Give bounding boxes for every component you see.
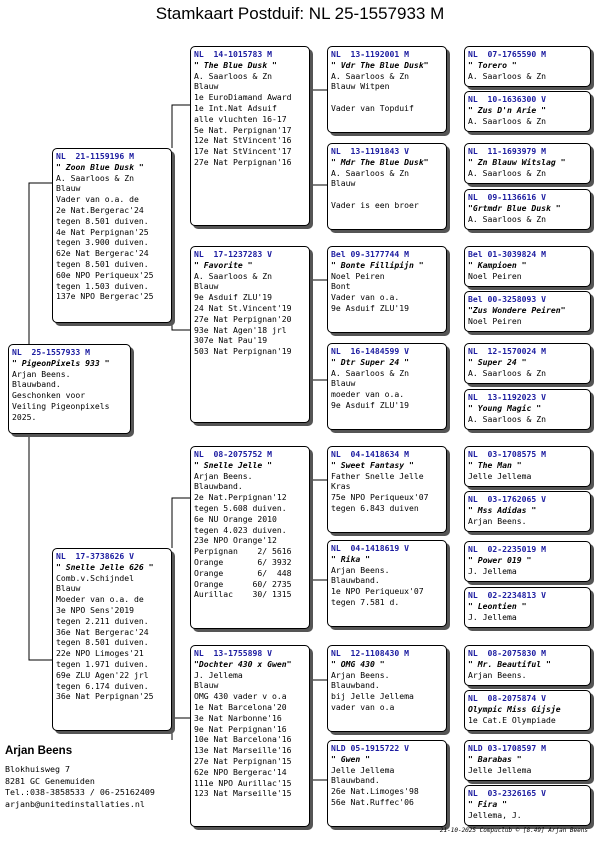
pigeon-info-line: 3e Nat Narbonne'16 xyxy=(194,712,282,723)
pigeon-info-line: Blauw xyxy=(194,81,219,92)
ring-number: NL 09-1136616 V xyxy=(468,192,546,202)
owner-email: arjanb@unitedinstallaties.nl xyxy=(5,799,145,810)
pigeon-info-line: 137e NPO Bergerac'25 xyxy=(56,291,154,302)
pigeon-card xyxy=(464,291,591,332)
pigeon-card xyxy=(464,143,591,184)
owner-name: Arjan Beens xyxy=(5,745,73,757)
pigeon-info-line: 22e NPO Limoges'21 xyxy=(56,648,144,659)
pigeon-info-line: Blauw xyxy=(331,178,356,189)
pigeon-info-line: 6e NU Orange 2010 xyxy=(194,513,277,524)
pigeon-info-line: tegen 5.608 duiven. xyxy=(194,502,287,513)
pigeon-info-line: Blauw xyxy=(56,583,81,594)
pigeon-card xyxy=(464,785,591,826)
pigeon-info-line: 75e NPO Periqueux'07 xyxy=(331,492,429,503)
pigeon-card xyxy=(327,343,447,430)
pigeon-info-line: 2e Nat.Bergerac'24 xyxy=(56,204,144,215)
ring-number: NL 04-1418619 V xyxy=(331,543,409,553)
pigeon-card xyxy=(464,541,591,582)
pigeon-name: " The Blue Dusk " xyxy=(194,59,277,70)
owner-city: 8281 GC Genemuiden xyxy=(5,775,95,786)
pigeon-info-line: 1e Cat.E Olympiade xyxy=(468,714,556,725)
pigeon-info-line: A. Saarloos & Zn xyxy=(194,70,272,81)
pigeon-info-line: 9e Asduif ZLU'19 xyxy=(331,302,409,313)
ring-number: NL 13-1192001 M xyxy=(331,49,409,59)
pigeon-info-line: Blauw xyxy=(194,680,219,691)
pigeon-info-line: 2025. xyxy=(12,411,37,422)
ring-number: Bel 09-3177744 M xyxy=(331,249,409,259)
pigeon-info-line: Blauw xyxy=(56,183,81,194)
pigeon-card xyxy=(464,389,591,430)
pigeon-card xyxy=(327,540,447,627)
pigeon-info-line: Aurillac 30/ 1315 xyxy=(194,589,292,600)
pigeon-info-line: Jelle Jellema xyxy=(468,764,532,775)
ring-number: NL 11-1693979 M xyxy=(468,146,546,156)
pigeon-info-line: 62e Nat Bergerac'24 xyxy=(56,248,149,259)
pigeon-info-line: A. Saarloos & Zn xyxy=(331,367,409,378)
pigeon-info-line: 12e Nat StVincent'16 xyxy=(194,135,292,146)
ring-number: NL 17-1237283 V xyxy=(194,249,272,259)
pigeon-info-line: 9e Asduif ZLU'19 xyxy=(331,399,409,410)
pigeon-info-line: Veiling Pigeonpixels xyxy=(12,400,110,411)
pigeon-name: " Leontien " xyxy=(468,600,527,611)
pigeon-info-line: Blauwband. xyxy=(194,481,243,492)
pigeon-info-line: 62e NPO Bergerac'14 xyxy=(194,766,287,777)
pigeon-card xyxy=(464,246,591,287)
pigeon-card xyxy=(464,740,591,781)
pigeon-info-line: Comb.v.Schijndel xyxy=(56,572,134,583)
pigeon-info-line: Jelle Jellema xyxy=(331,764,395,775)
ring-number: NL 12-1570024 M xyxy=(468,346,546,356)
ring-number: NL 13-1755898 V xyxy=(194,648,272,658)
pigeon-info-line: A. Saarloos & Zn xyxy=(468,167,546,178)
pigeon-name: " Favorite " xyxy=(194,259,253,270)
pigeon-name: "Zus Wondere Peiren" xyxy=(468,304,566,315)
pigeon-info-line: Arjan Beens. xyxy=(468,515,527,526)
pigeon-card xyxy=(327,446,447,533)
ring-number: NL 08-2075752 M xyxy=(194,449,272,459)
pigeon-info-line: Blauw xyxy=(194,281,219,292)
pigeon-info-line: 5e Nat. Perpignan'17 xyxy=(194,124,292,135)
pigeon-info-line: J. Jellema xyxy=(468,611,517,622)
pigeon-info-line: A. Saarloos & Zn xyxy=(468,115,546,126)
pigeon-info-line: A. Saarloos & Zn xyxy=(331,70,409,81)
pigeon-info-line: Perpignan 2/ 5616 xyxy=(194,546,292,557)
ring-number: NL 07-1765590 M xyxy=(468,49,546,59)
ring-number: NL 08-2075874 V xyxy=(468,693,546,703)
pigeon-card xyxy=(327,46,447,133)
page-title: Stamkaart Postduif: NL 25-1557933 M xyxy=(155,4,445,23)
pigeon-info-line: 123 Nat Marseille'15 xyxy=(194,788,292,799)
ring-number: NLD 03-1708597 M xyxy=(468,743,546,753)
pigeon-info-line: A. Saarloos & Zn xyxy=(468,413,546,424)
pigeon-info-line: tegen 8.501 duiven. xyxy=(56,637,149,648)
pigeon-info-line: 9e Nat Perpignan'16 xyxy=(194,723,287,734)
pigeon-info-line: Kras xyxy=(331,481,351,492)
pigeon-info-line: Father Snelle Jelle xyxy=(331,470,424,481)
pigeon-card xyxy=(190,46,310,226)
pigeon-info-line: Vader van o.a. de xyxy=(56,194,139,205)
pigeon-info-line: 27e Nat Perpignan'20 xyxy=(194,313,292,324)
pigeon-info-line: 1e NPO Periqueux'07 xyxy=(331,586,424,597)
pigeon-info-line: bij Jelle Jellema xyxy=(331,691,414,702)
pigeon-info-line: tegen 1.503 duiven. xyxy=(56,280,149,291)
pigeon-card xyxy=(464,189,591,230)
pigeon-card xyxy=(464,446,591,487)
pigeon-info-line: Noel Peiren xyxy=(468,315,522,326)
pigeon-info-line: 13e Nat Marseille'16 xyxy=(194,745,292,756)
pigeon-info-line: Arjan Beens. xyxy=(194,470,253,481)
pigeon-name: " OMG 430 " xyxy=(331,658,385,669)
pigeon-info-line: 24 Nat St.Vincent'19 xyxy=(194,302,292,313)
pigeon-info-line xyxy=(331,189,443,200)
pigeon-info-line: OMG 430 vader v o.a xyxy=(194,691,287,702)
pigeon-card xyxy=(464,46,591,87)
pigeon-info-line: Orange 6/ 448 xyxy=(194,567,292,578)
pigeon-name: " Super 24 " xyxy=(468,356,527,367)
pigeon-info-line: tegen 8.501 duiven. xyxy=(56,258,149,269)
ring-number: NL 17-3738626 V xyxy=(56,551,134,561)
pigeon-info-line: tegen 8.501 duiven. xyxy=(56,215,149,226)
pigeon-info-line: Orange 6/ 3932 xyxy=(194,556,292,567)
pigeon-info-line: tegen 6.174 duiven. xyxy=(56,680,149,691)
pigeon-info-line: J. Jellema xyxy=(468,565,517,576)
pigeon-info-line: 3e NPO Sens'2019 xyxy=(56,604,134,615)
pigeon-info-line: Bont xyxy=(331,281,351,292)
pigeon-info-line: 2e Nat.Perpignan'12 xyxy=(194,492,287,503)
pigeon-info-line: Blauwband. xyxy=(331,775,380,786)
pigeon-info-line: Vader is een broer xyxy=(331,199,419,210)
pigeon-card xyxy=(327,246,447,333)
pigeon-card xyxy=(52,148,172,323)
pigeon-info-line: tegen 7.581 d. xyxy=(331,596,400,607)
pigeon-info-line: Jellema, J. xyxy=(468,809,522,820)
ring-number: NL 02-2234813 V xyxy=(468,590,546,600)
pigeon-info-line: A. Saarloos & Zn xyxy=(468,70,546,81)
pigeon-name: " Fira " xyxy=(468,798,507,809)
pigeon-info-line: 503 Nat Perpignan'19 xyxy=(194,346,292,357)
pigeon-info-line: moeder van o.a. xyxy=(331,389,405,400)
pigeon-info-line: A. Saarloos & Zn xyxy=(331,167,409,178)
pigeon-name: " The Man " xyxy=(468,459,522,470)
pigeon-info-line: Geschonken voor xyxy=(12,390,86,401)
pigeon-name: " Snelle Jelle " xyxy=(194,459,272,470)
pigeon-info-line: 9e Asduif ZLU'19 xyxy=(194,292,272,303)
pigeon-name: " Mdr The Blue Dusk" xyxy=(331,156,429,167)
pigeon-info-line: 27e Nat Perpignan'15 xyxy=(194,755,292,766)
pigeon-info-line: Noel Peiren xyxy=(331,270,385,281)
pigeon-name: " Barabas " xyxy=(468,753,522,764)
ring-number: NL 13-1192023 V xyxy=(468,392,546,402)
pigeon-info-line: alle vluchten 16-17 xyxy=(194,113,287,124)
pigeon-card xyxy=(464,491,591,532)
pigeon-info-line xyxy=(331,92,443,103)
pigeon-info-line: Blauw xyxy=(331,378,356,389)
ring-number: NL 03-1762065 V xyxy=(468,494,546,504)
pigeon-name: " Mss Adidas " xyxy=(468,504,537,515)
pigeon-info-line: 26e Nat.Limoges'98 xyxy=(331,786,419,797)
pigeon-info-line: Jelle Jellema xyxy=(468,470,532,481)
pigeon-info-line: A. Saarloos & Zn xyxy=(468,213,546,224)
ring-number: NL 02-2235019 M xyxy=(468,544,546,554)
pigeon-name: " Kampioen " xyxy=(468,259,527,270)
pigeon-name: " Rika " xyxy=(331,553,370,564)
pigeon-name: " Bonte Fillipijn " xyxy=(331,259,424,270)
ring-number: NLD 05-1915722 V xyxy=(331,743,409,753)
pigeon-info-line: A. Saarloos & Zn xyxy=(194,270,272,281)
owner-phone: Tel.:038-3858533 / 06-25162409 xyxy=(5,787,155,798)
pigeon-card xyxy=(464,91,591,132)
pigeon-name: " PigeonPixels 933 " xyxy=(12,357,110,368)
pigeon-info-line: tegen 2.211 duiven. xyxy=(56,615,149,626)
pigeon-info-line: 1e Nat Barcelona'20 xyxy=(194,701,287,712)
pigeon-info-line: J. Jellema xyxy=(194,669,243,680)
pigeon-name: "Grtmdr Blue Dusk " xyxy=(468,202,561,213)
ring-number: NL 03-2326165 V xyxy=(468,788,546,798)
pigeon-info-line: tegen 4.023 duiven. xyxy=(194,524,287,535)
pigeon-info-line: Arjan Beens. xyxy=(12,368,71,379)
ring-number: NL 13-1191843 V xyxy=(331,146,409,156)
pigeon-name: " Vdr The Blue Dusk" xyxy=(331,59,429,70)
pigeon-info-line: Blauwband. xyxy=(331,680,380,691)
pigeon-info-line: 60e NPO Periqueux'25 xyxy=(56,269,154,280)
pigeon-info-line: tegen 6.843 duiven xyxy=(331,502,419,513)
pigeon-info-line: Vader van Topduif xyxy=(331,102,414,113)
pigeon-name: " Zn Blauw Witslag " xyxy=(468,156,566,167)
pigeon-info-line: 307e Nat Pau'19 xyxy=(194,335,268,346)
ring-number: NL 03-1708575 M xyxy=(468,449,546,459)
ring-number: NL 12-1108430 M xyxy=(331,648,409,658)
ring-number: NL 25-1557933 M xyxy=(12,347,90,357)
pigeon-card xyxy=(464,690,591,731)
owner-address: Blokhuisweg 7 xyxy=(5,763,70,774)
pigeon-name: " Young Magic " xyxy=(468,402,542,413)
pigeon-name: " Dtr Super 24 " xyxy=(331,356,409,367)
pigeon-info-line: 1e Int.Nat Adsuif xyxy=(194,102,277,113)
pigeon-info-line: 27e Nat Perpignan'16 xyxy=(194,156,292,167)
owner-block xyxy=(5,746,155,811)
ring-number: NL 21-1159196 M xyxy=(56,151,134,161)
pigeon-name: " Zoon Blue Dusk " xyxy=(56,161,144,172)
pigeon-info-line: 93e Nat Agen'18 jrl xyxy=(194,324,287,335)
pigeon-info-line: Noel Peiren xyxy=(468,270,522,281)
pigeon-name: " Mr. Beautiful " xyxy=(468,658,551,669)
pigeon-info-line: Orange 60/ 2735 xyxy=(194,578,292,589)
pigeon-card xyxy=(52,548,172,731)
ring-number: Bel 01-3039824 M xyxy=(468,249,546,259)
pigeon-card xyxy=(327,740,447,827)
pigeon-info-line: Arjan Beens. xyxy=(468,669,527,680)
pigeon-info-line: tegen 1.971 duiven. xyxy=(56,658,149,669)
pigeon-name: " Power 019 " xyxy=(468,554,532,565)
pigeon-info-line: Blauwband. xyxy=(12,379,61,390)
pigeon-info-line: Moeder van o.a. de xyxy=(56,594,144,605)
pigeon-card xyxy=(190,645,310,827)
pigeon-info-line: Arjan Beens. xyxy=(331,564,390,575)
pigeon-name: " Torero " xyxy=(468,59,517,70)
pigeon-card xyxy=(464,343,591,384)
pigeon-info-line: A. Saarloos & Zn xyxy=(468,367,546,378)
pigeon-info-line: A. Saarloos & Zn xyxy=(56,172,134,183)
pigeon-info-line: 23e NPO Orange'12 xyxy=(194,535,277,546)
pigeon-name: " Snelle Jelle 626 " xyxy=(56,561,154,572)
pigeon-name: " Sweet Fantasy " xyxy=(331,459,414,470)
pigeon-info-line: Arjan Beens. xyxy=(331,669,390,680)
pigeon-info-line: 36e Nat Bergerac'24 xyxy=(56,626,149,637)
pigeon-card xyxy=(464,587,591,628)
pigeon-info-line: 36e Nat Perpignan'25 xyxy=(56,691,154,702)
pigeon-card xyxy=(464,645,591,686)
ring-number: NL 14-1015783 M xyxy=(194,49,272,59)
pigeon-card xyxy=(190,246,310,423)
pigeon-name: "Dochter 430 x Gwen" xyxy=(194,658,292,669)
pigeon-card xyxy=(327,143,447,230)
pigeon-info-line: 69e ZLU Agen'22 jrl xyxy=(56,669,149,680)
ring-number: Bel 00-3258093 V xyxy=(468,294,546,304)
pigeon-info-line: tegen 3.900 duiven. xyxy=(56,237,149,248)
ring-number: NL 10-1636300 V xyxy=(468,94,546,104)
pigeon-info-line: 1e EuroDiamand Award xyxy=(194,92,292,103)
pigeon-info-line: Vader van o.a. xyxy=(331,292,400,303)
pigeon-info-line: 10e Nat Barcelona'16 xyxy=(194,734,292,745)
pigeon-info-line: Blauw Witpen xyxy=(331,81,390,92)
pigeon-card xyxy=(327,645,447,732)
pigeon-info-line: 17e Nat StVincent'17 xyxy=(194,146,292,157)
pigeon-info-line: 56e Nat.Ruffec'06 xyxy=(331,796,414,807)
pigeon-info-line: Blauwband. xyxy=(331,575,380,586)
ring-number: NL 04-1418634 M xyxy=(331,449,409,459)
footer-credit: 21-10-2025 Compuclub © [8.49] Arjan Beens xyxy=(439,827,588,834)
pigeon-card xyxy=(8,344,131,434)
pigeon-info-line: vader van o.a xyxy=(331,701,395,712)
pigeon-name: " Gwen " xyxy=(331,753,370,764)
pigeon-info-line: 4e Nat Perpignan'25 xyxy=(56,226,149,237)
pigeon-info-line: 111e NPO Aurillac'15 xyxy=(194,777,292,788)
pigeon-name: " Zus D'n Arie " xyxy=(468,104,546,115)
ring-number: NL 16-1484599 V xyxy=(331,346,409,356)
pigeon-card xyxy=(190,446,310,629)
pigeon-name: Olympic Miss Gijsje xyxy=(468,703,561,714)
ring-number: NL 08-2075830 M xyxy=(468,648,546,658)
